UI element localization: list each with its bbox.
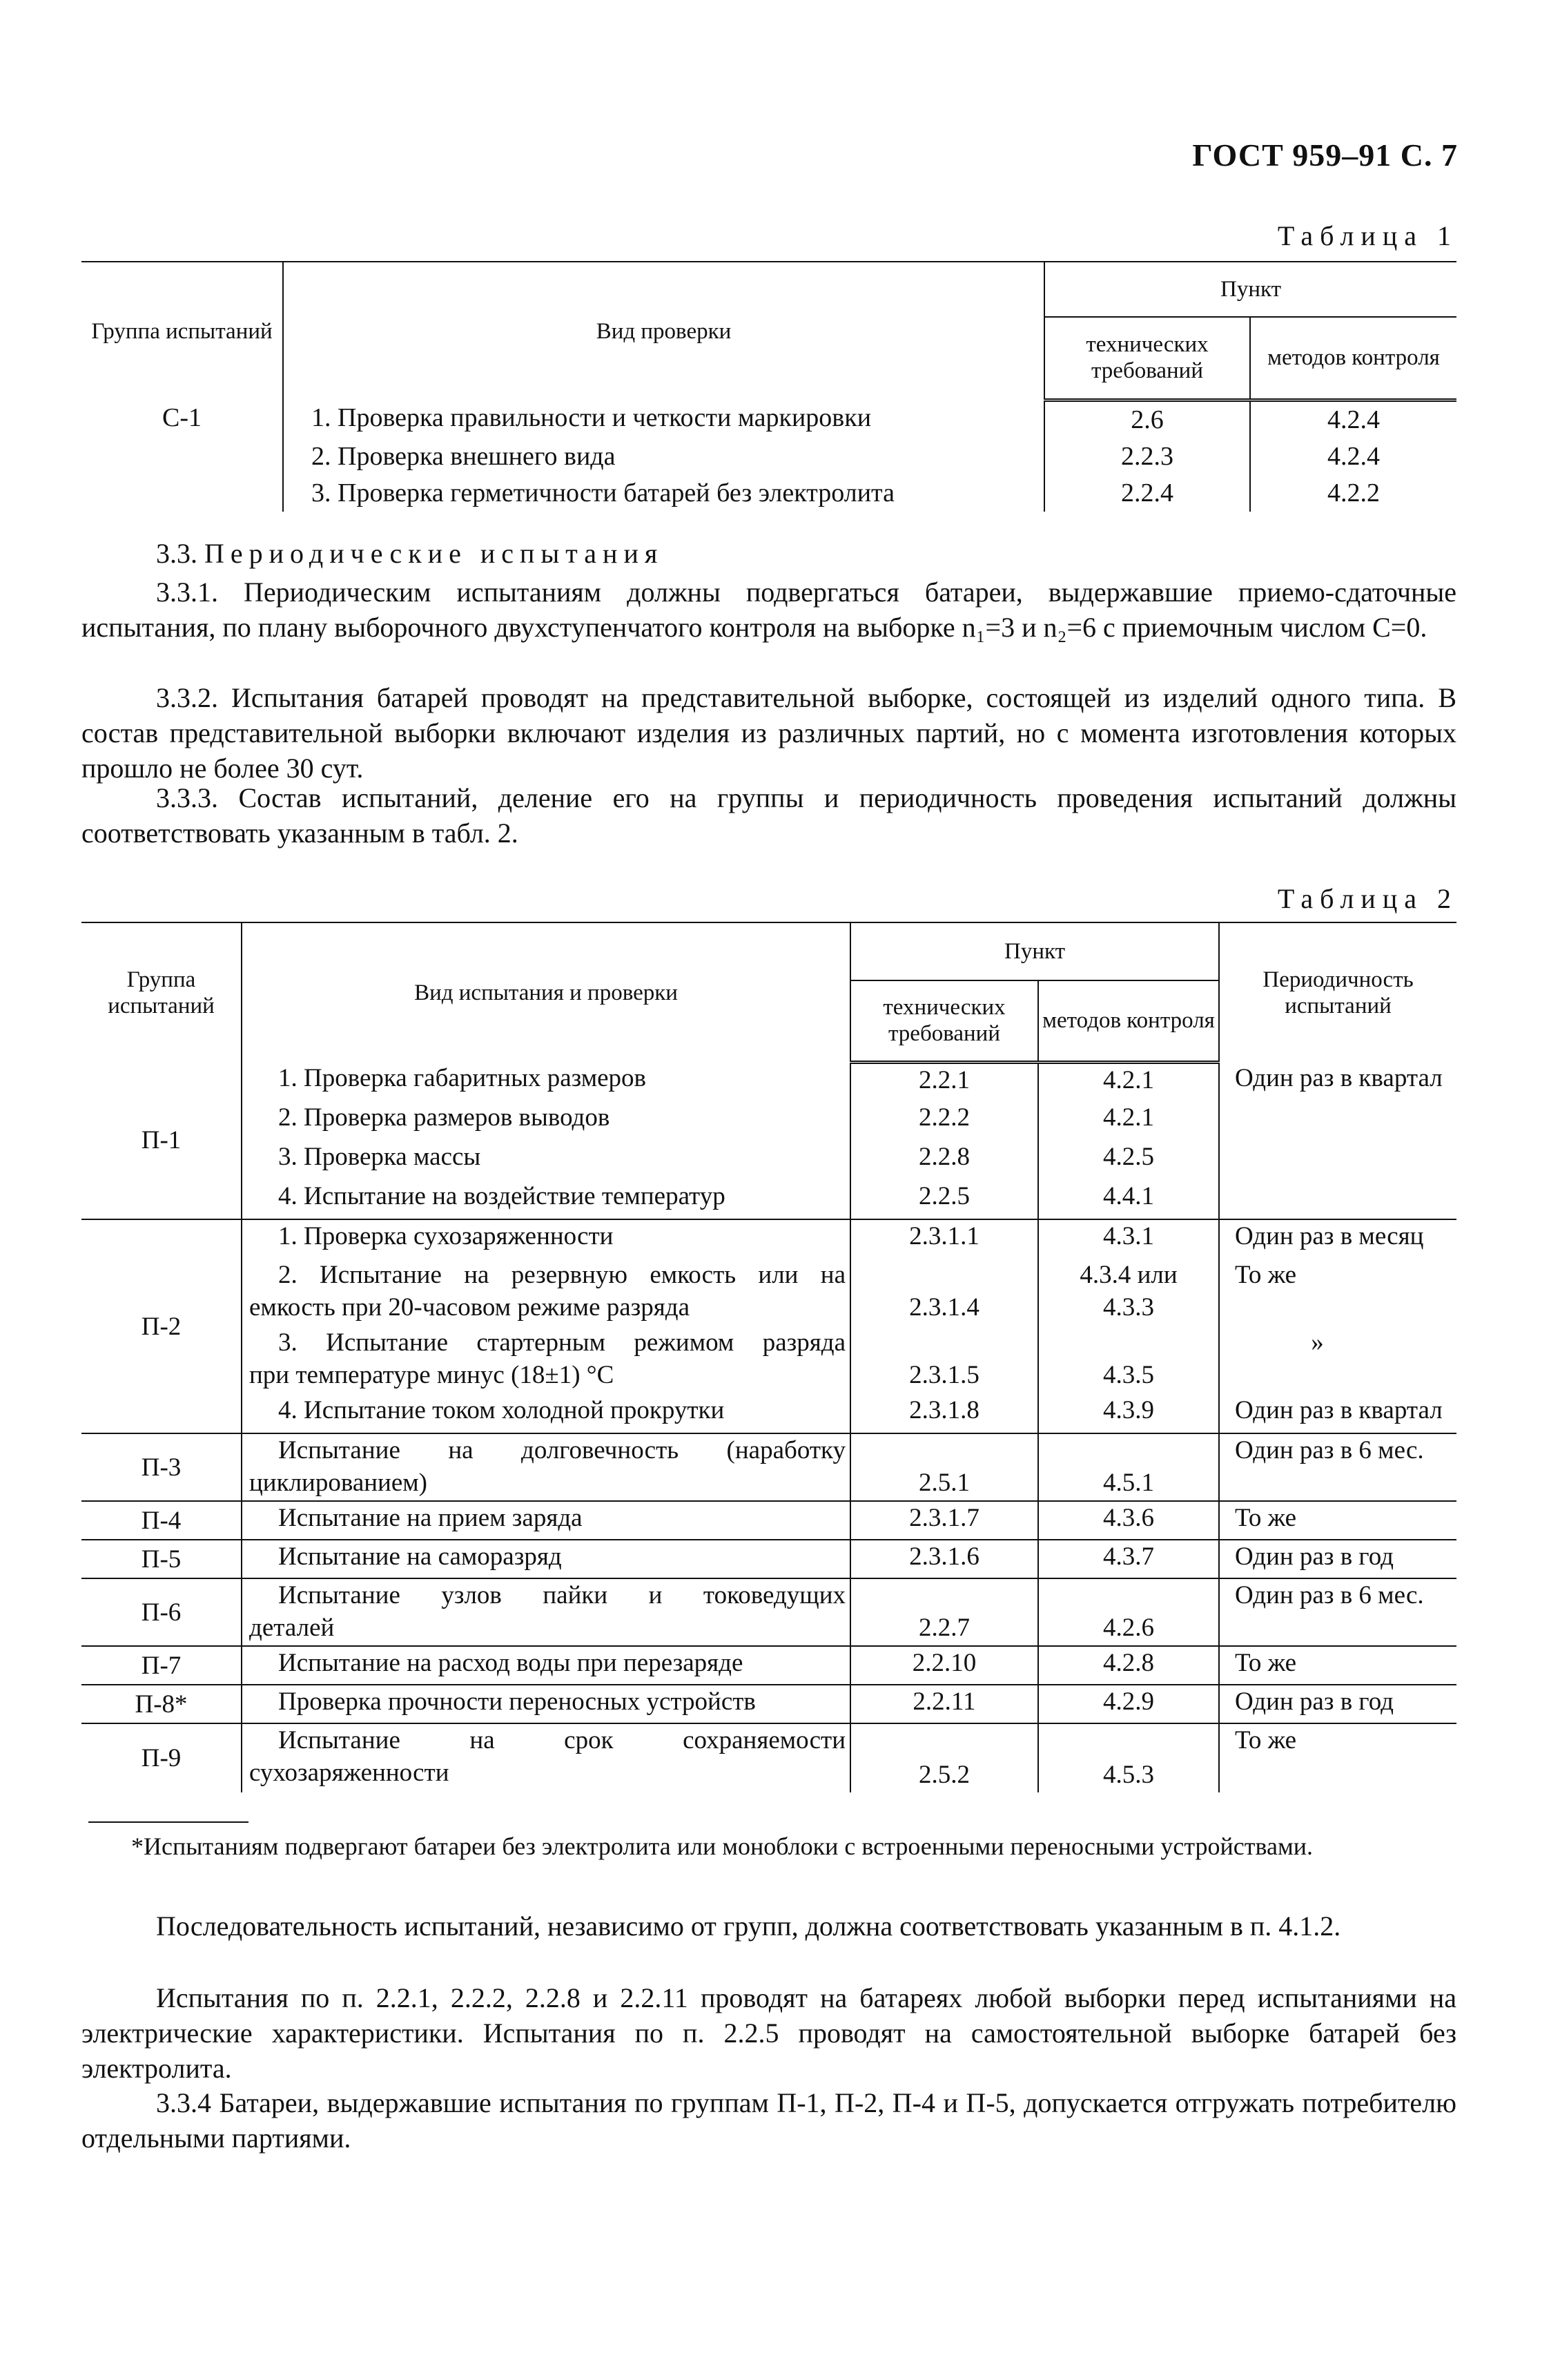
- t2-row-tech: 2.3.1.4: [850, 1259, 1038, 1326]
- t2-row-method: 4.2.6: [1038, 1578, 1219, 1646]
- t2-row-text: Испытание на расход воды при перезаряде: [242, 1646, 850, 1685]
- t2-row-text: 4. Испытание на воздействие температур: [242, 1180, 850, 1219]
- table-row: [81, 1259, 1456, 1326]
- t2-row-period: То же: [1219, 1259, 1456, 1326]
- table-row: [81, 1433, 1456, 1501]
- t2-row-tech: 2.2.10: [850, 1646, 1038, 1685]
- paragraph-sequence: Последовательность испытаний, независимо от групп, должна соответствовать указанным в п. 4.1.2.: [156, 1910, 1341, 1942]
- t2-row-method: 4.2.1: [1038, 1062, 1219, 1101]
- t2-row-text-line1: 3. Испытание стартерным режимом разряда: [278, 1328, 846, 1357]
- t2-row-method: 4.3.1: [1038, 1219, 1219, 1259]
- t2-row-tech: 2.3.1.8: [850, 1394, 1038, 1433]
- t1-col-kind: Вид проверки: [283, 262, 1044, 400]
- t2-row-method: 4.3.9: [1038, 1394, 1219, 1433]
- t2-row-period: То же: [1219, 1501, 1456, 1540]
- t1-row-method: 4.2.2: [1250, 475, 1456, 512]
- t2-row-text-line2: деталей: [249, 1614, 335, 1642]
- section-heading-text: Периодические испытания: [204, 538, 664, 569]
- t2-row-period: [1219, 1141, 1456, 1180]
- t2-row-text: Испытание на саморазряд: [242, 1540, 850, 1578]
- table1-caption: Таблица 1: [1277, 220, 1458, 251]
- t2-row-text: Проверка прочности переносных устройств: [242, 1685, 850, 1723]
- t2-row-period: [1219, 1180, 1456, 1219]
- table-row: [81, 1180, 1456, 1219]
- t2-group-p4: П-4: [81, 1501, 242, 1540]
- t2-row-text: 1. Проверка габаритных размеров: [242, 1062, 850, 1101]
- t2-row-tech: 2.2.2: [850, 1101, 1038, 1141]
- paragraph-3-3-4: 3.3.4 Батареи, выдержавшие испытания по группам П-1, П-2, П-4 и П-5, допускается отгружать потребителю отдельными партиями.: [81, 2087, 1456, 2154]
- paragraph-3-3-3: 3.3.3. Состав испытаний, деление его на группы и периодичность проведения испытаний должны соответствовать указанным в табл. 2.: [81, 782, 1456, 849]
- t2-row-method: 4.3.7: [1038, 1540, 1219, 1578]
- t2-row-period: То же: [1219, 1646, 1456, 1685]
- table-row: [81, 1062, 1456, 1101]
- t2-group-p7: П-7: [81, 1646, 242, 1685]
- t1-row-text: 2. Проверка внешнего вида: [283, 438, 1044, 475]
- table-row: [81, 1646, 1456, 1685]
- t2-row-tech: 2.2.7: [850, 1578, 1038, 1646]
- t1-row-method: 4.2.4: [1250, 438, 1456, 475]
- t2-row-method-line1: 4.3.4 или: [1080, 1261, 1178, 1289]
- t2-row-period: Один раз в 6 мес.: [1219, 1578, 1456, 1646]
- paragraph-3-3-2: 3.3.2. Испытания батарей проводят на представительной выборке, состоящей из изделий одного типа. В состав представительной выборки включают изделия из различных партий, но с момента изготовления которых прошло не более 30 сут.: [81, 682, 1456, 784]
- t2-row-period: Один раз в месяц: [1219, 1219, 1456, 1259]
- footnote-rule: [88, 1821, 248, 1823]
- t2-row-text: 3. Проверка массы: [242, 1141, 850, 1180]
- t2-row-text: 2. Проверка размеров выводов: [242, 1101, 850, 1141]
- table-row: [81, 475, 1456, 512]
- t1-col-item: Пункт: [1044, 262, 1456, 317]
- table-row: [81, 1578, 1456, 1646]
- t2-row-method: 4.2.9: [1038, 1685, 1219, 1723]
- t1-col-tech: технических требований: [1044, 317, 1250, 400]
- table-2: [81, 922, 1456, 1792]
- t2-row-method-line2: 4.3.3: [1103, 1293, 1154, 1322]
- t2-row-method: 4.2.8: [1038, 1646, 1219, 1685]
- t1-row-tech: 2.2.4: [1044, 475, 1250, 512]
- table-row: [81, 1394, 1456, 1433]
- t2-row-period: »: [1219, 1326, 1456, 1394]
- table-row: [81, 1219, 1456, 1259]
- table-row: [81, 438, 1456, 475]
- t2-row-text: Испытание на прием заряда: [242, 1501, 850, 1540]
- table-1: [81, 261, 1456, 512]
- t2-group-p6: П-6: [81, 1578, 242, 1646]
- t2-col-method: методов контроля: [1038, 980, 1219, 1062]
- table2-caption: Таблица 2: [1277, 883, 1458, 914]
- t1-row-method: 4.2.4: [1250, 400, 1456, 438]
- t2-row-period: То же: [1219, 1723, 1456, 1792]
- t2-col-kind: Вид испытания и проверки: [242, 922, 850, 1062]
- t2-row-tech: 2.5.2: [850, 1723, 1038, 1792]
- t2-group-p1: П-1: [141, 1126, 182, 1154]
- t2-row-tech: 2.2.5: [850, 1180, 1038, 1219]
- t2-row-text-line2: циклированием): [249, 1469, 428, 1497]
- t2-row-period: Один раз в год: [1219, 1685, 1456, 1723]
- t2-row-period: Один раз в квартал: [1219, 1062, 1456, 1101]
- t2-row-text-line1: 2. Испытание на резервную емкость или на: [278, 1261, 846, 1289]
- t2-col-tech: технических требований: [850, 980, 1038, 1062]
- section-heading: [156, 537, 663, 570]
- t2-row-text: 4. Испытание током холодной прокрутки: [242, 1394, 850, 1433]
- page-header: ГОСТ 959–91 С. 7: [1192, 137, 1458, 173]
- table-row: [81, 1326, 1456, 1394]
- t2-row-period: Один раз в квартал: [1219, 1394, 1456, 1433]
- t1-col-group: Группа испытаний: [81, 262, 283, 400]
- footnote: *Испытаниям подвергают батареи без электролита или моноблоки с встроенными переносными устройствами.: [131, 1832, 1314, 1860]
- table-row: [81, 400, 1456, 438]
- table-row: [81, 1540, 1456, 1578]
- t2-row-method: 4.2.1: [1038, 1101, 1219, 1141]
- t1-col-method: методов контроля: [1250, 317, 1456, 400]
- t1-group: С-1: [162, 403, 202, 432]
- t2-row-method: 4.5.3: [1038, 1723, 1219, 1792]
- t2-row-tech: 2.2.1: [850, 1062, 1038, 1101]
- t2-row-period: Один раз в год: [1219, 1540, 1456, 1578]
- t2-row-tech: 2.3.1.6: [850, 1540, 1038, 1578]
- t2-row-text-line1: Испытание на срок сохраняемости: [278, 1726, 846, 1754]
- t1-row-text: 3. Проверка герметичности батарей без электролита: [283, 475, 1044, 512]
- t2-col-group: Группа испытаний: [81, 922, 242, 1062]
- t2-group-p5: П-5: [81, 1540, 242, 1578]
- t1-row-tech: 2.2.3: [1044, 438, 1250, 475]
- t1-row-tech: 2.6: [1044, 400, 1250, 438]
- t2-row-tech: 2.5.1: [850, 1433, 1038, 1501]
- table-row: [81, 1101, 1456, 1141]
- t2-row-text-line1: Испытание узлов пайки и токоведущих: [278, 1581, 846, 1609]
- t2-row-tech: 2.3.1.7: [850, 1501, 1038, 1540]
- t2-row-method: 4.3.5: [1038, 1326, 1219, 1394]
- t2-row-text-line2: при температуре минус (18±1) °С: [249, 1361, 614, 1389]
- t1-row-text: 1. Проверка правильности и четкости маркировки: [283, 400, 1044, 438]
- t2-row-method: 4.2.5: [1038, 1141, 1219, 1180]
- t2-group-p2: П-2: [81, 1219, 242, 1433]
- t2-row-method: 4.3.6: [1038, 1501, 1219, 1540]
- t2-row-tech: 2.2.8: [850, 1141, 1038, 1180]
- t2-group-p9: П-9: [81, 1723, 242, 1792]
- table-row: [81, 1501, 1456, 1540]
- paragraph-tests: Испытания по п. 2.2.1, 2.2.2, 2.2.8 и 2.2.11 проводят на батареях любой выборки перед испытаниями на электрические характеристики. Испытания по п. 2.2.5 проводят на самостоятельной выборке батарей без электролита.: [81, 1982, 1456, 2084]
- t2-row-text-line2: сухозаряженности: [249, 1759, 449, 1787]
- t2-row-period: Один раз в 6 мес.: [1219, 1433, 1456, 1501]
- t2-row-text-line2: емкость при 20-часовом режиме разряда: [249, 1293, 690, 1322]
- section-heading-num: 3.3.: [156, 538, 197, 569]
- t2-row-text-line1: Испытание на долговечность (наработку: [278, 1436, 846, 1464]
- t2-row-method: 4.5.1: [1038, 1433, 1219, 1501]
- paragraph-3-3-1: 3.3.1. Периодическим испытаниям должны подвергаться батареи, выдержавшие приемо-сдаточные испытания, по плану выборочного двухступенчатого контроля на выборке n₁=3 и n₂=6 с приемочным числом С=0.: [81, 577, 1456, 643]
- t2-row-period: [1219, 1101, 1456, 1141]
- t2-group-p3: П-3: [81, 1433, 242, 1501]
- t2-col-period: Периодичность испытаний: [1219, 922, 1456, 1062]
- table-row: [81, 1685, 1456, 1723]
- table-row: [81, 1141, 1456, 1180]
- t2-group-p8: П-8*: [81, 1685, 242, 1723]
- table-row: [81, 1723, 1456, 1792]
- t2-row-text: 1. Проверка сухозаряженности: [242, 1219, 850, 1259]
- t2-col-item: Пункт: [850, 922, 1219, 980]
- t2-row-tech: 2.2.11: [850, 1685, 1038, 1723]
- t2-row-tech: 2.3.1.5: [850, 1326, 1038, 1394]
- t2-row-method: 4.4.1: [1038, 1180, 1219, 1219]
- t2-row-tech: 2.3.1.1: [850, 1219, 1038, 1259]
